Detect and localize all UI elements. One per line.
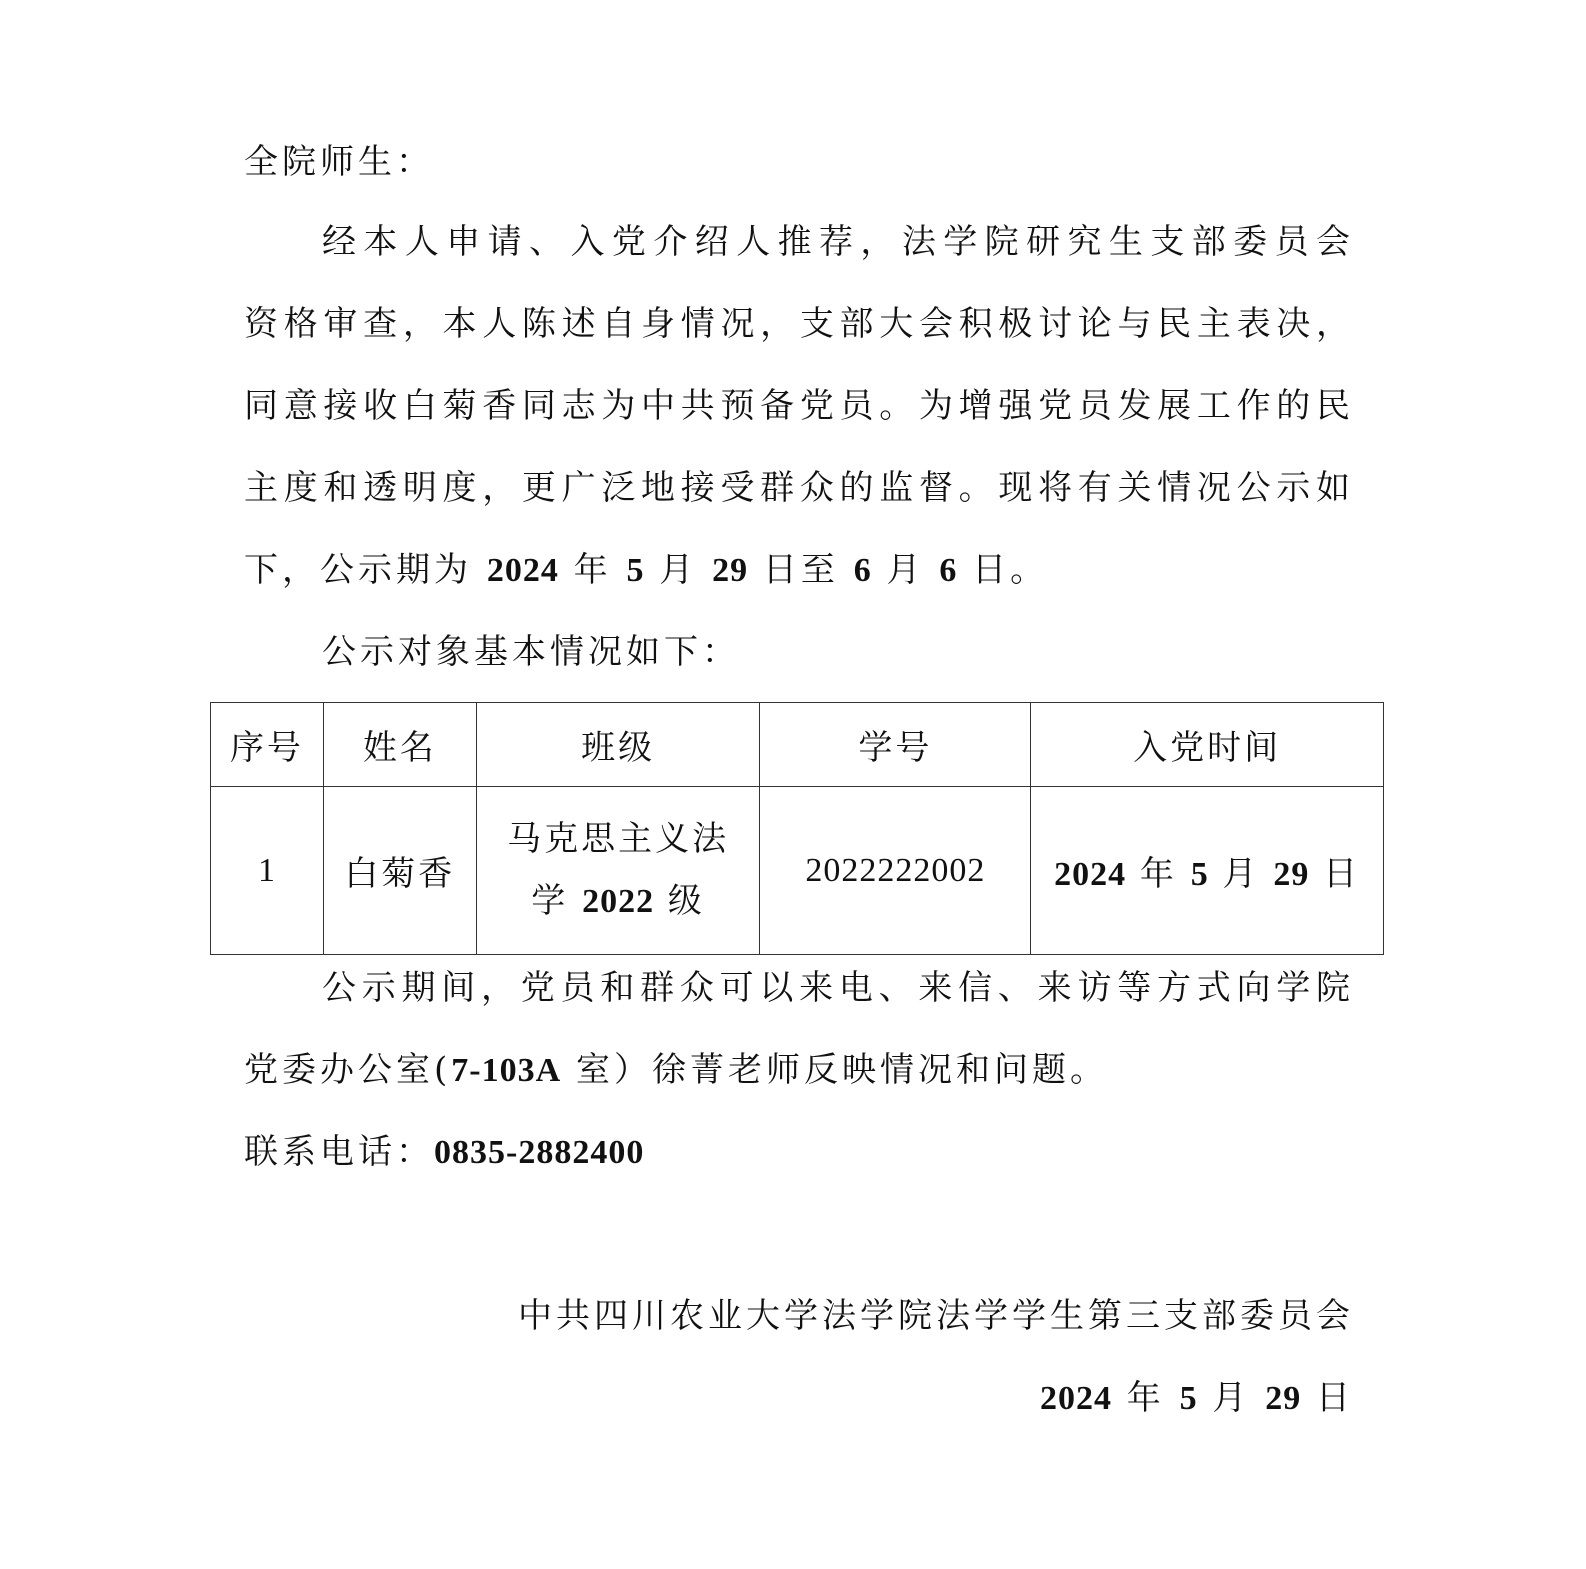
class-line2 xyxy=(477,870,760,933)
header-name: 姓名 xyxy=(323,703,476,787)
class-line1: 马克思主义法 xyxy=(507,819,730,859)
table-row xyxy=(211,787,1384,955)
office-room: 7-103A xyxy=(451,1052,562,1089)
signature-org: 中共四川农业大学法学院法学学生第三支部委员会 xyxy=(518,1296,1354,1336)
month-char: 月 xyxy=(1197,1378,1266,1418)
class-suffix: 级 xyxy=(654,881,705,921)
header-index: 序号 xyxy=(211,703,324,787)
publicity-start-year: 2024 xyxy=(486,552,559,589)
table-intro: 公示对象基本情况如下： xyxy=(322,632,740,672)
month-char: 月 xyxy=(1208,854,1274,894)
publicity-start-month: 5 xyxy=(626,552,645,589)
publicity-end-month: 6 xyxy=(853,552,872,589)
cell-index: 1 xyxy=(211,787,324,955)
publicity-period-prefix: 下，公示期为 xyxy=(244,550,487,590)
day-to-char: 日至 xyxy=(748,550,854,590)
class-year: 2022 xyxy=(582,883,655,920)
paragraph2-line2 xyxy=(244,1048,1354,1093)
month-char: 月 xyxy=(644,550,713,590)
office-suffix: 室）徐菁老师反映情况和问题。 xyxy=(561,1050,1108,1090)
salutation: 全院师生： xyxy=(244,142,434,182)
paragraph1-line4: 主度和透明度，更广泛地接受群众的监督。现将有关情况公示如 xyxy=(244,468,1354,508)
header-join-date: 入党时间 xyxy=(1031,703,1384,787)
class-prefix: 学 xyxy=(531,881,583,921)
month-char: 月 xyxy=(871,550,940,590)
publicity-end-day: 6 xyxy=(939,552,958,589)
header-class: 班级 xyxy=(476,703,760,787)
paragraph1-line3: 同意接收白菊香同志为中共预备党员。为增强党员发展工作的民 xyxy=(244,386,1354,426)
publicity-start-day: 29 xyxy=(712,552,749,589)
cell-class xyxy=(476,787,760,955)
cell-name: 白菊香 xyxy=(323,787,476,955)
office-prefix: 党委办公室( xyxy=(244,1050,452,1090)
cell-join-date xyxy=(1031,787,1384,955)
join-year: 2024 xyxy=(1054,856,1127,893)
signature-date xyxy=(244,1376,1354,1421)
join-day: 29 xyxy=(1273,856,1310,893)
join-month: 5 xyxy=(1190,856,1209,893)
day-char: 日 xyxy=(1301,1378,1354,1418)
signature-month: 5 xyxy=(1179,1380,1198,1417)
header-student-id: 学号 xyxy=(760,703,1031,787)
candidate-table xyxy=(210,702,1384,955)
contact-line xyxy=(244,1130,1354,1175)
signature-year: 2024 xyxy=(1039,1380,1112,1417)
paragraph1-line2: 资格审查，本人陈述自身情况，支部大会积极讨论与民主表决， xyxy=(244,304,1354,344)
day-char: 日 xyxy=(1309,854,1361,894)
table-header-row xyxy=(211,703,1384,787)
paragraph1-line1: 经本人申请、入党介绍人推荐，法学院研究生支部委员会 xyxy=(322,222,1354,262)
paragraph2-line1: 公示期间，党员和群众可以来电、来信、来访等方式向学院 xyxy=(322,968,1354,1008)
contact-phone: 0835-2882400 xyxy=(434,1134,645,1171)
paragraph1-line5 xyxy=(244,548,1354,593)
day-end-char: 日。 xyxy=(957,550,1049,590)
year-char: 年 xyxy=(558,550,627,590)
signature-day: 29 xyxy=(1265,1380,1302,1417)
cell-student-id: 2022222002 xyxy=(760,787,1031,955)
year-char: 年 xyxy=(1126,854,1191,894)
contact-label: 联系电话： xyxy=(244,1132,434,1172)
year-char: 年 xyxy=(1111,1378,1180,1418)
